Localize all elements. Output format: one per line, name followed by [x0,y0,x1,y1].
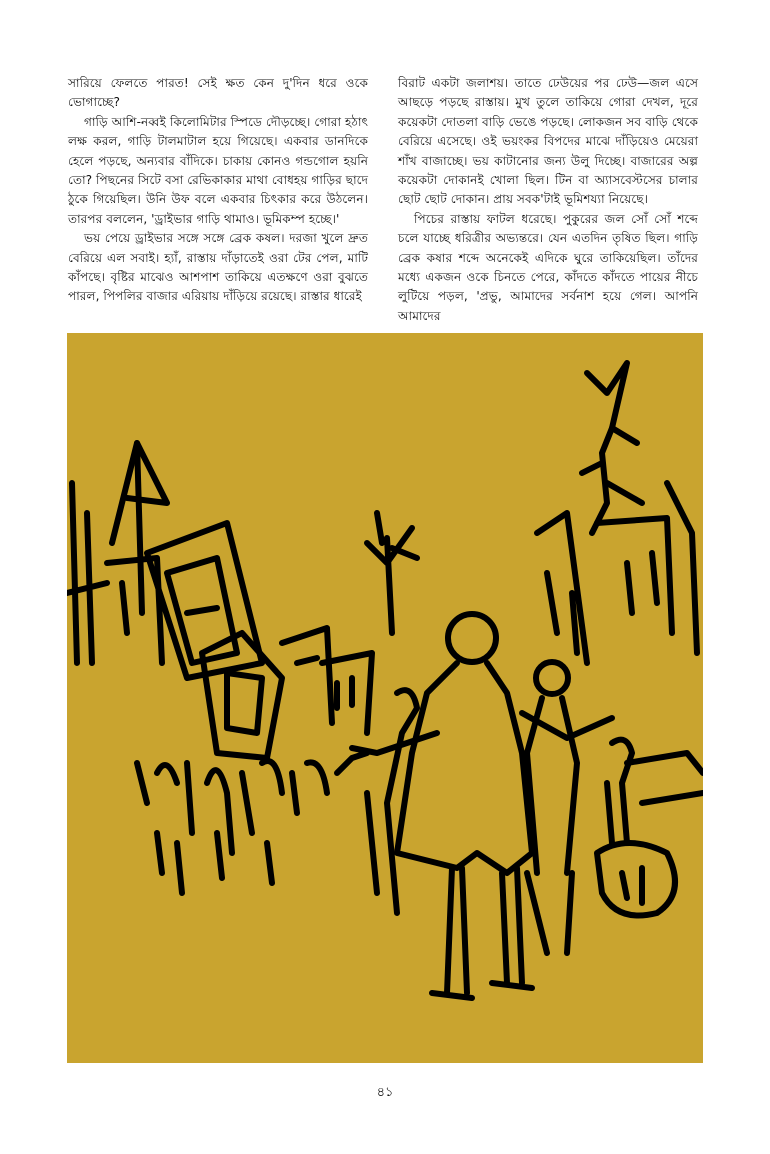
street-scene-illustration [67,333,703,1063]
man-body-drawing [397,663,532,873]
paragraph: বিরাট একটা জলাশয়। তাতে ঢেউয়ের পর ঢেউ—জল এসে আছড়ে পড়ছে রাস্তায়। মুখ তুলে তাকিয়ে গোরা দেখল, দূরে কয়েকটা দোতলা বাড়ি ভেঙে পড়ছে। লোকজন সব বাড়ি থেকে বেরিয়ে এসেছে। ওই ভয়ংকর বিপদের মাঝে দাঁড়িয়েও মেয়েরা শাঁখ বাজাচ্ছে। ভয় কাটানোর জন্য উলু দিচ্ছে। বাজারের অল্প কয়েকটা দোকানই খোলা ছিল। টিন বা অ্যাসবেস্টসের চালার ছোট ছোট দোকান। প্রায় সবক'টাই ভূমিশয্যা নিয়েছে। [398,76,698,207]
tree-drawing [587,363,627,533]
building-drawing [537,513,587,663]
paragraph: পিচের রাস্তায় ফাটল ধরেছে। পুকুরের জল সোঁ সোঁ শব্দে চলে যাচ্ছে ধরিত্রীর অভ্যন্তরে। যেন এতদিন তৃষিত ছিল। গাড়ি ব্রেক কষার শব্দে অনেকেই এদিকে ঘুরে তাকিয়েছিল। তাঁদের মধ্যে একজন ওকে চিনতে পেরে, কাঁদতে কাঁদতে পায়ের নীচে লুটিয়ে পড়ল, 'প্রভু, আমাদের সর্বনাশ হয়ে গেল। আপনি আমাদের [398,211,698,323]
left-text-column [68,74,368,307]
right-man-head-drawing [536,662,568,694]
paragraph: ভয় পেয়ে ড্রাইভার সঙ্গে সঙ্গে ব্রেক কষল। দরজা খুলে দ্রুত বেরিয়ে এল সবাই। হ্যাঁ, রাস্তায় দাঁড়াতেই ওরা টের পেল, মাটি কাঁপছে। বৃষ্টির মাঝেও আশপাশ তাকিয়ে এতক্ষণে ওরা বুঝতে পারল, পিপলির বাজার এরিয়ায় দাঁড়িয়ে রয়েছে। রাস্তার ধারেই [68,231,368,304]
building-drawing [67,483,107,663]
woman-drawing [367,690,417,913]
palm-tree-drawing [367,513,417,633]
page-number: ৪১ [376,1085,394,1100]
car-drawing [627,753,703,803]
paragraph: গাড়ি আশি-নব্বই কিলোমিটার স্পিডে দৌড়চ্ছে। গোরা হঠাৎ লক্ষ করল, গাড়ি টালমাটাল হয়ে গিয়েছে। একবার ডানদিকে হেলে পড়ছে, অন্যবার বাঁদিকে। চাকায় কোনও গন্ডগোল হয়নি তো? পিছনের সিটে বসা রেভিকাকার মাথা বোধহয় গাড়ির ছাদে ঠুকে গিয়েছিল। উনি উফ বলে একবার চিৎকার করে উঠলেন। তারপর বললেন, 'ড্রাইভার গাড়ি থামাও। ভূমিকম্প হচ্ছে।' [68,114,368,226]
man-head-drawing [448,614,496,662]
paragraph: সারিয়ে ফেলতে পারত! সেই ক্ষত কেন দু'দিন ধরে ওকে ভোগাচ্ছে? [68,76,368,110]
right-text-column [398,74,698,326]
